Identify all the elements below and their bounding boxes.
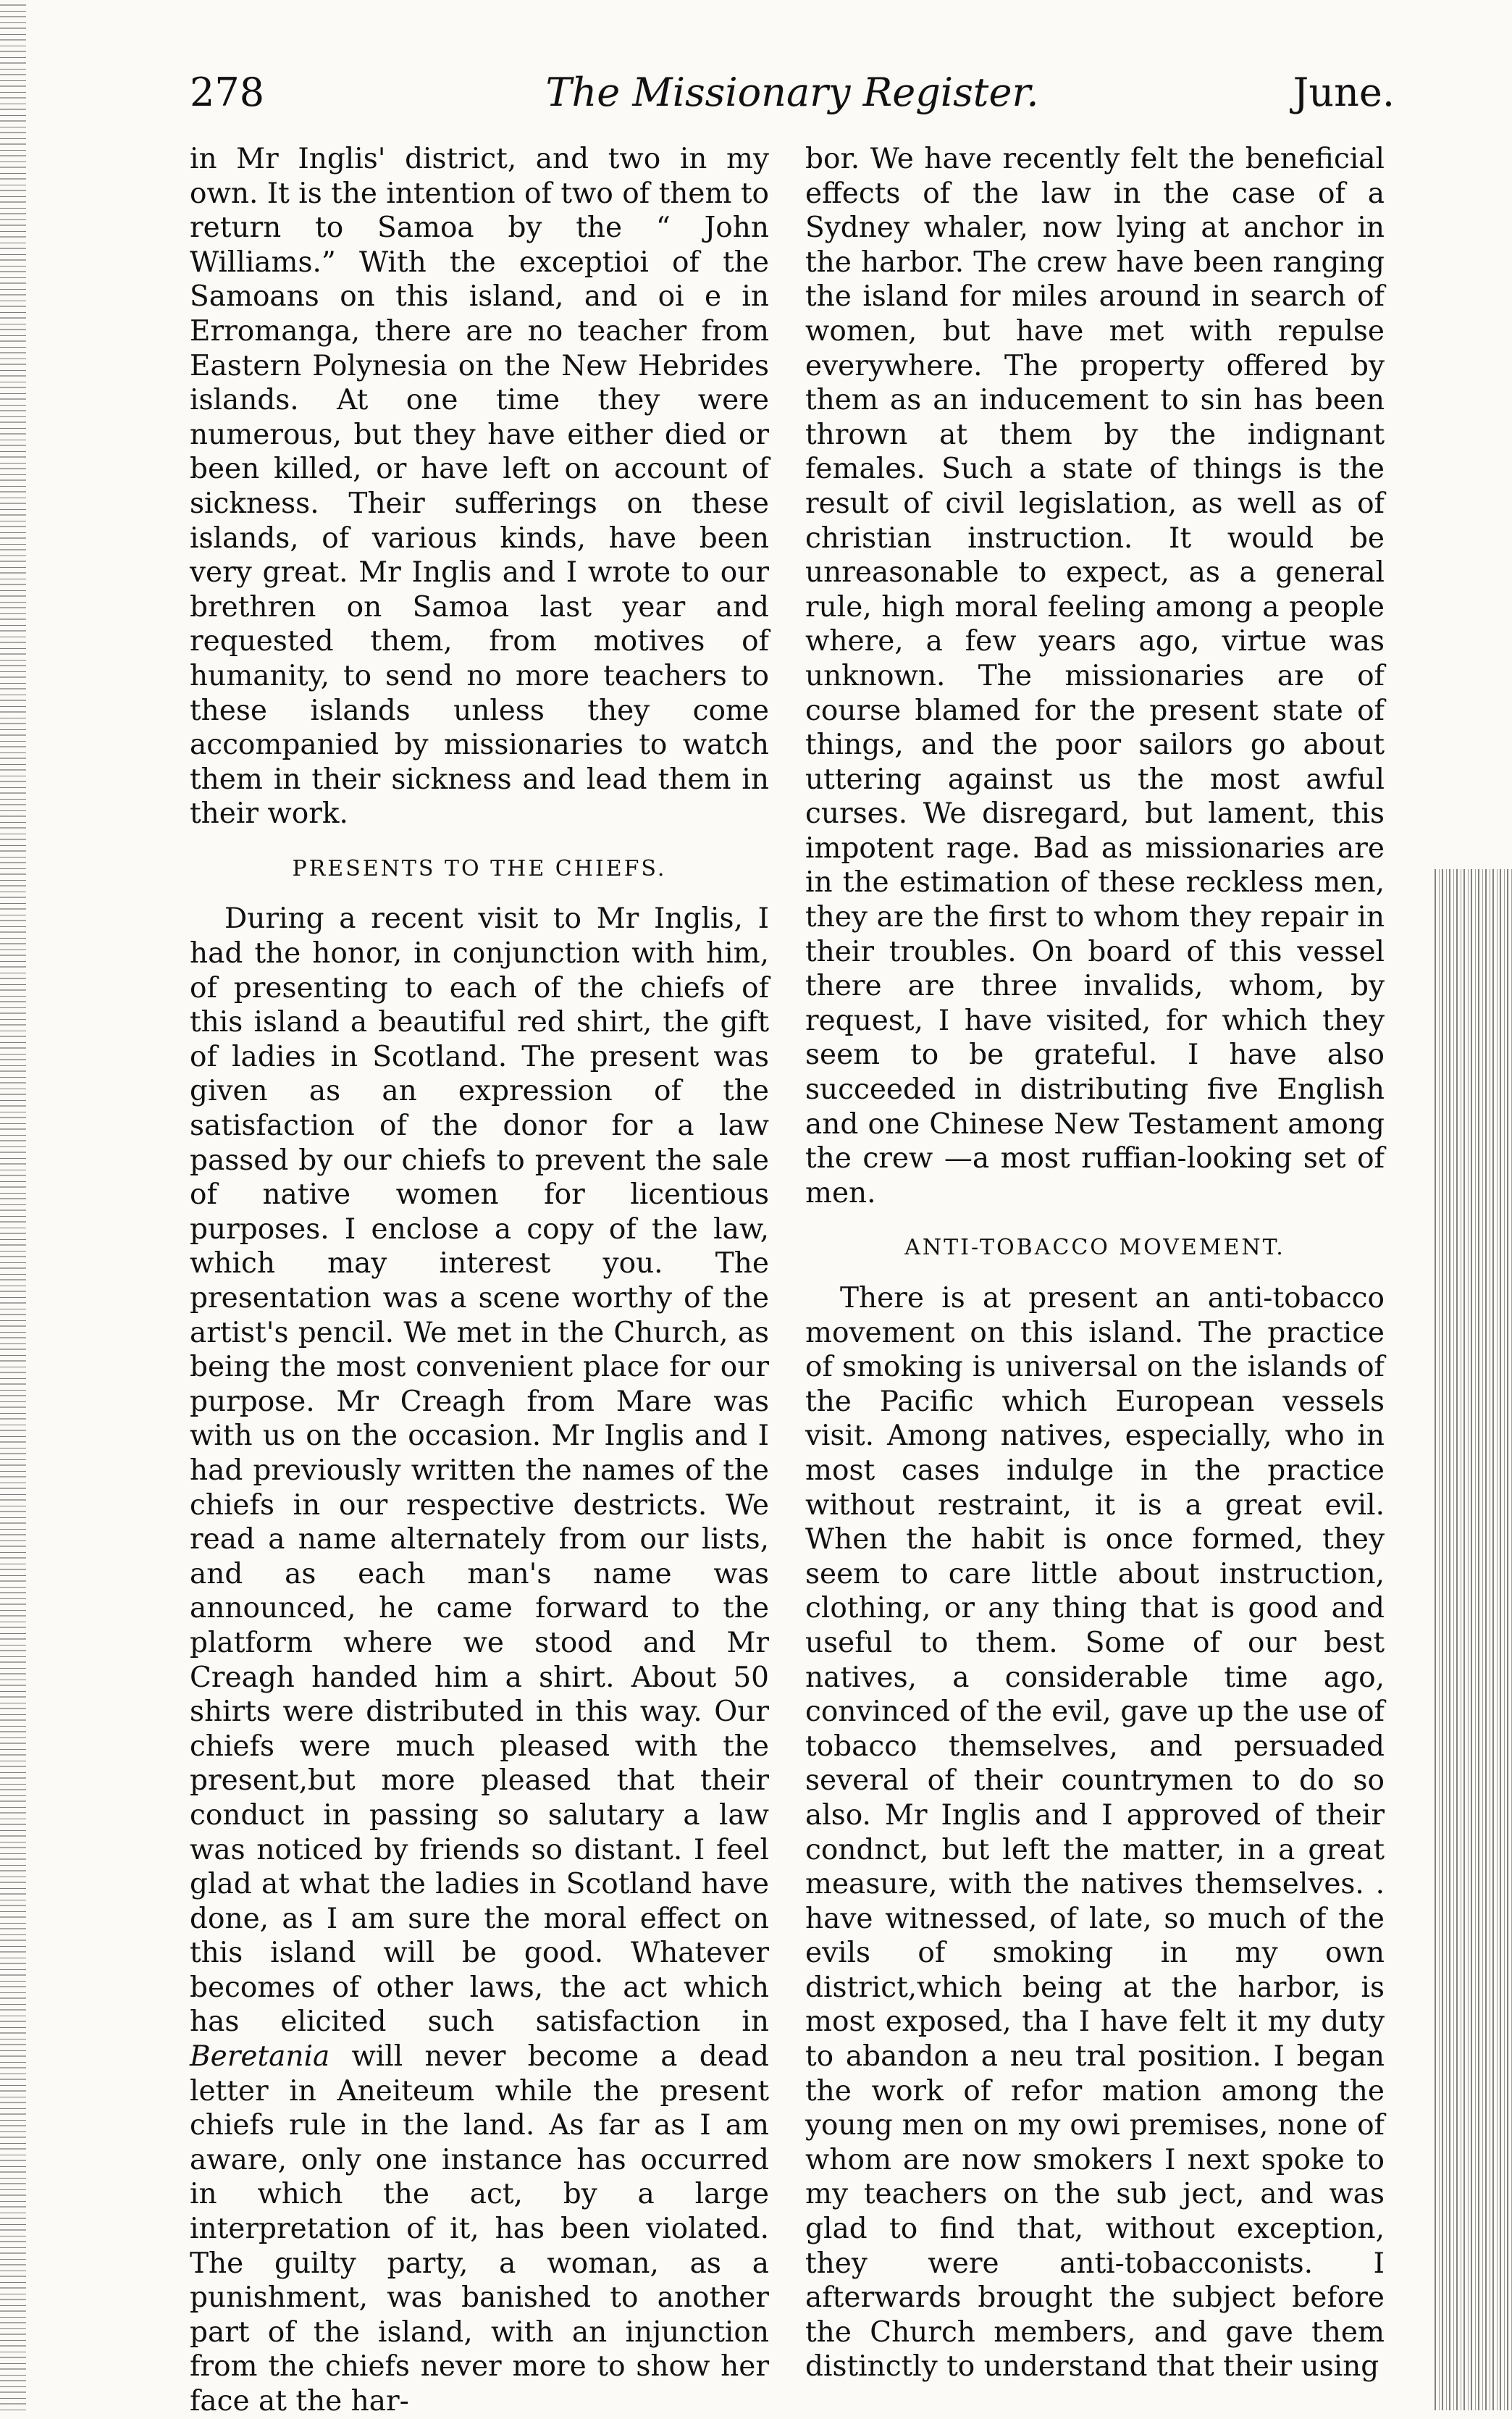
paragraph-anti-tobacco: There is at present an anti-tobacco movement on this island. The practice of smoking is universal on the islands of the Pacific which European vessels visit. Among natives, especially, who in most cases indulge in the practice without restraint, it is a great evil. When the habit is once formed, they seem to care little about instruction, clothing, or any thing that is good and useful to them. Some of our best natives, a considerable time ago, convinced of the evil, gave up the use of tobacco themselves, and persuaded several of their countrymen to do so also. Mr Inglis and I approved of their condnct, but left the matter, in a great measure, with the natives themselves. . have witnessed, of late, so much of the evils of smoking in my own district,which being at the harbor, is most exposed, tha I have felt it my duty to abandon a neu tral position. I began the work of refor mation among the young men on my owi premises, none of whom are now smokers I next spoke to my teachers on the sub ject, and was glad to find that, without exception, they were anti-tobacconists. I afterwards brought the subject before the Church members, and gave them distinctly to understand that their using — [805, 1282, 1385, 2384]
paragraph-text: During a recent visit to Mr Inglis, I had the honor, in conjunction with him, of presenting to each of the chiefs of this island a beautiful red shirt, the gift of ladies in Scotland. The present was given as an expression of the satisfaction of the donor for a law passed by our chiefs to prevent the sale of native women for licentious purposes. I enclose a copy of the law, which may interest you. The presentation was a scene worthy of the artist's pencil. We met in the Church, as being the most convenient place for our purpose. Mr Creagh from Mare was with us on the occasion. Mr Inglis and I had previously written the names of the chiefs in our respective destricts. We read a name alternately from our lists, and as each man's name was announced, he came forward to the platform where we stood and Mr Creagh handed him a shirt. About 50 shirts were distributed in this way. Our chiefs were much pleased with the present,but more pleased that their conduct in passing so salutary a law was noticed by friends so distant. I feel glad at what the ladies in Scotland have done, as I am sure the moral effect on this island will be good. Whatever becomes of other laws, the act which has elicited such satisfaction in — [190, 902, 769, 2039]
scanned-page-edge — [1432, 869, 1512, 2410]
paragraph-text: will never become a dead letter in Aneiteum while the present chiefs rule in the land. As far as I am aware, only one instance has occurred in which the act, by a large interpretation of it, has been violated. The guilty party, a woman, as a punishment, was banished to another part of the island, with an injunction from the chiefs never more to show her face at the har- — [190, 2040, 769, 2418]
section-heading-anti-tobacco: ANTI-TOBACCO MOVEMENT. — [904, 1235, 1285, 1261]
right-column — [805, 142, 1385, 2384]
running-header — [190, 70, 1395, 120]
paragraph-continuation: in Mr Inglis' district, and two in my own. It is the intention of two of them to return to Samoa by the “ John Williams.” With the exceptioi of the Samoans on this island, and oi e in Erromanga, there are no teacher from Eastern Polynesia on the New Hebrides islands. At one time they were numerous, but they have either died or been killed, or have left on account of sickness. Their sufferings on these islands, of various kinds, have been very great. Mr Inglis and I wrote to our brethren on Samoa last year and requested them, from motives of humanity, to send no more teachers to these islands unless they come accompanied by missionaries to watch them in their sickness and lead them in their work. — [190, 143, 769, 831]
paragraph-continuation: bor. We have recently felt the beneficial effects of the law in the case of a Sydney whaler, now lying at anchor in the harbor. The crew have been ranging the island for miles around in search of women, but have met with repulse everywhere. The property offered by them as an inducement to sin has been thrown at them by the indignant females. Such a state of things is the result of civil legislation, as well as of christian instruction. It would be unreasonable to expect, as a general rule, high moral feeling among a people where, a few years ago, virtue was unknown. The missionaries are of course blamed for the present state of things, and the poor sailors go about uttering against us the most awful curses. We disregard, but lament, this impotent rage. Bad as missionaries are in the estimation of these reckless men, they are the first to whom they repair in their troubles. On board of this vessel there are three invalids, whom, by request, I have visited, for which they seem to be grateful. I have also succeeded in distributing five English and one Chinese New Testament among the crew —a most ruffian-looking set of men. — [805, 143, 1385, 1210]
left-column — [190, 142, 769, 2418]
scanned-binding-edge — [0, 0, 26, 2410]
italic-word: Beretania — [190, 2040, 330, 2074]
paragraph-presents — [190, 902, 769, 2418]
page-number: 278 — [190, 70, 265, 115]
running-month: June. — [1293, 70, 1395, 115]
section-heading-presents: PRESENTS TO THE CHIEFS. — [292, 855, 667, 881]
running-title: The Missionary Register. — [545, 70, 1039, 115]
